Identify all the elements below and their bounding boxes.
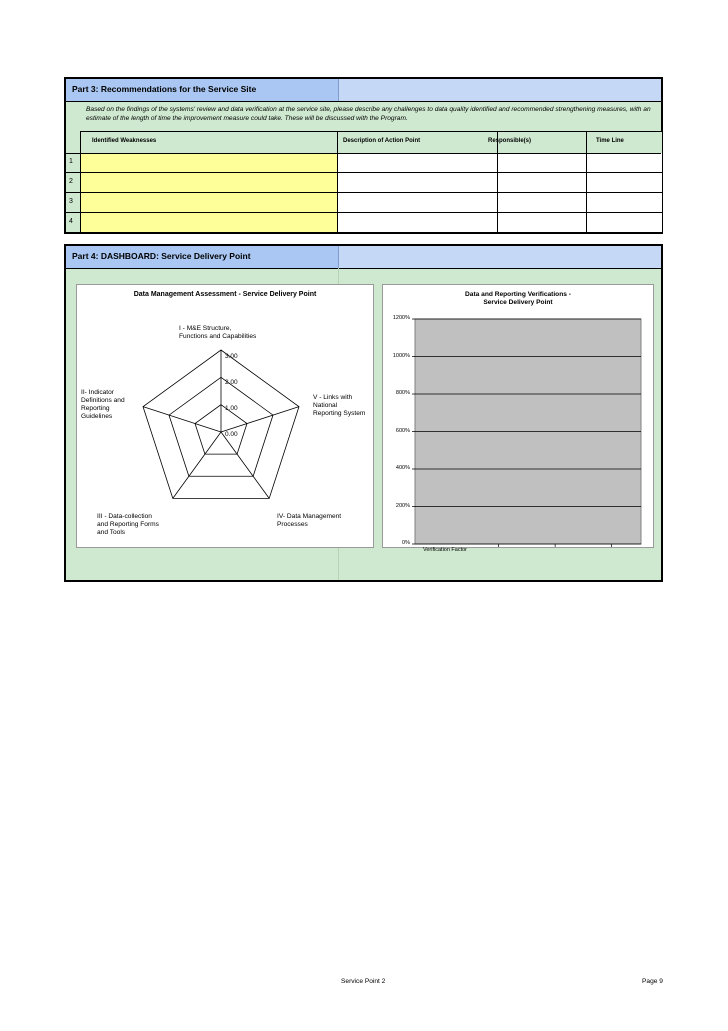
radar-axis-spoke [221,432,269,498]
bar-chart-title: Data and Reporting Verifications - Service Delivery Point [465,291,571,306]
radar-axis-spoke [173,432,221,498]
table-row [66,193,661,213]
bar-ytick-label: 1000% [392,352,410,359]
radar-axis-label-4: IV- Data Management Processes [277,513,342,528]
bar-chart [383,285,653,547]
timeline-input[interactable] [586,213,662,232]
responsible-input[interactable] [497,193,587,212]
responsible-input[interactable] [497,213,587,232]
row-number: 4 [69,218,73,225]
bar-ytick-label: 400% [395,465,410,471]
bar-chart-panel [382,284,654,553]
part3-title-bar [66,79,661,102]
radar-axis-label-1: I - M&E Structure, Functions and Capabilities [179,325,257,340]
bar-category-label: Verification Factor [423,547,468,553]
radar-chart-panel [76,284,374,548]
timeline-input[interactable] [586,153,662,172]
table-row [66,153,661,173]
part3-recommendations-section [64,77,663,234]
weakness-input[interactable] [80,173,338,192]
action-input[interactable] [337,193,498,212]
part3-title: Part 3: Recommendations for the Service Site [72,84,257,94]
col-header-action: Description of Action Point [343,138,421,144]
timeline-input[interactable] [586,173,662,192]
radar-chart-title: Data Management Assessment - Service Delivery Point [133,291,317,298]
table-row [66,213,661,232]
radar-axis-label-5: V - Links with National Reporting System [313,394,366,417]
bar-ytick-label: 0% [402,540,410,546]
bar-ytick-label: 800% [395,390,410,396]
responsible-input[interactable] [497,173,587,192]
col-header-responsible: Responsible(s) [488,138,532,144]
timeline-input[interactable] [586,193,662,212]
row-number: 1 [69,158,73,165]
col-header-timeline: Time Line [596,138,624,144]
radar-gridline-label: 1.00 [225,405,238,412]
radar-axis-spoke [143,407,221,432]
footer-sheet-name: Service Point 2 [341,978,386,985]
part4-title-bar [66,246,661,269]
bar-ytick-label: 1200% [392,315,410,321]
weakness-input[interactable] [80,213,338,232]
bar-ytick-label: 200% [395,502,410,509]
radar-gridline-label: 2.00 [225,379,238,386]
table-row [66,173,661,193]
col-header-weaknesses: Identified Weaknesses [92,138,157,144]
radar-gridline-label: 3.00 [225,353,238,360]
part3-instructions: Based on the findings of the systems' review and data verification at the service site, please describe any challenges to data quality identified and recommended strengthening measures, with an estimate of the length of time the improvement measure could take. These will be discussed with the Program. [86,106,651,122]
weakness-input[interactable] [80,153,338,172]
action-input[interactable] [337,153,498,172]
radar-axis-label-2: II- Indicator Definitions and Reporting Guidelines [81,389,125,420]
action-input[interactable] [337,213,498,232]
part4-dashboard-section [64,244,663,582]
radar-axis-label-3: III - Data-collection and Reporting Forms and Tools [97,513,159,536]
row-number: 3 [69,198,73,205]
radar-gridline-label: 0.00 [225,431,238,438]
responsible-input[interactable] [497,153,587,172]
bar-ytick-label: 600% [395,427,410,434]
action-input[interactable] [337,173,498,192]
footer-page-number: Page 9 [642,978,663,985]
row-number: 2 [69,178,73,185]
part4-title: Part 4: DASHBOARD: Service Delivery Point [72,251,251,261]
weakness-input[interactable] [80,193,338,212]
